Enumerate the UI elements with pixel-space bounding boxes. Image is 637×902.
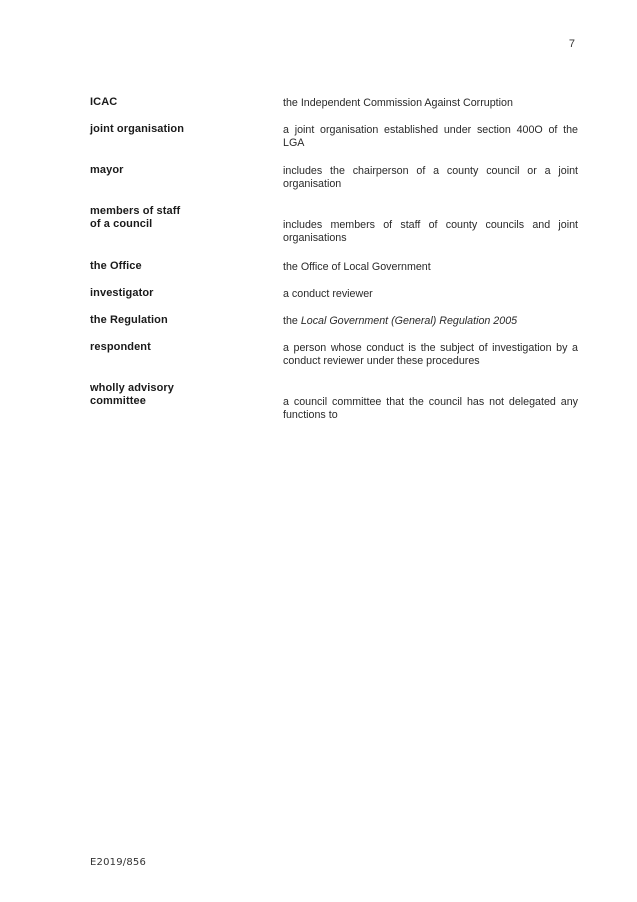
term-line: the Office	[90, 260, 142, 272]
definition-text: the Independent Commission Against Corruption	[283, 97, 513, 109]
definition-term	[90, 164, 270, 177]
term-line: of a council	[90, 218, 153, 230]
definition-term	[90, 287, 270, 300]
document-reference: E2019/856	[90, 857, 147, 868]
definition-row-joint-organisation	[90, 123, 578, 164]
definitions-list	[90, 96, 578, 437]
definition-text: a joint organisation established under section 400O of the LGA	[283, 124, 578, 149]
term-line: investigator	[90, 287, 154, 299]
term-line: mayor	[90, 164, 124, 176]
term-line: joint organisation	[90, 123, 185, 135]
term-line: respondent	[90, 341, 151, 353]
definition-text: the Office of Local Government	[283, 261, 431, 273]
definition-text: includes members of staff of county councils and joint organisations	[283, 219, 578, 244]
definition-term	[90, 260, 270, 273]
definition-term	[90, 123, 270, 136]
definition-row-wholly-advisory-committee	[90, 382, 578, 437]
term-line: committee	[90, 395, 146, 407]
definition-prefix: the	[283, 315, 301, 327]
definition-row-the-regulation	[90, 314, 578, 341]
definition-row-respondent	[90, 341, 578, 382]
term-line: members of staff	[90, 205, 181, 217]
definition-term	[90, 382, 270, 408]
term-line: wholly advisory	[90, 382, 175, 394]
term-line: ICAC	[90, 96, 118, 108]
definition-term	[90, 96, 270, 109]
definition-text: a council committee that the council has not delegated any functions to	[283, 396, 578, 421]
definition-row-the-office	[90, 260, 578, 287]
definition-term	[90, 341, 270, 354]
definition-term	[90, 314, 270, 327]
term-line: the Regulation	[90, 314, 168, 326]
definition-row-members-of-staff	[90, 205, 578, 260]
definition-term	[90, 205, 270, 231]
definition-row-investigator	[90, 287, 578, 314]
definition-text: includes the chairperson of a county council or a joint organisation	[283, 165, 578, 190]
definition-row-icac	[90, 96, 578, 123]
page-number: 7	[568, 38, 575, 50]
regulation-title: Local Government (General) Regulation 2005	[300, 315, 518, 327]
definition-row-mayor	[90, 164, 578, 205]
definition-text: a conduct reviewer	[283, 288, 373, 300]
definition-text	[283, 314, 578, 328]
definition-text: a person whose conduct is the subject of investigation by a conduct reviewer under these procedures	[283, 342, 578, 367]
